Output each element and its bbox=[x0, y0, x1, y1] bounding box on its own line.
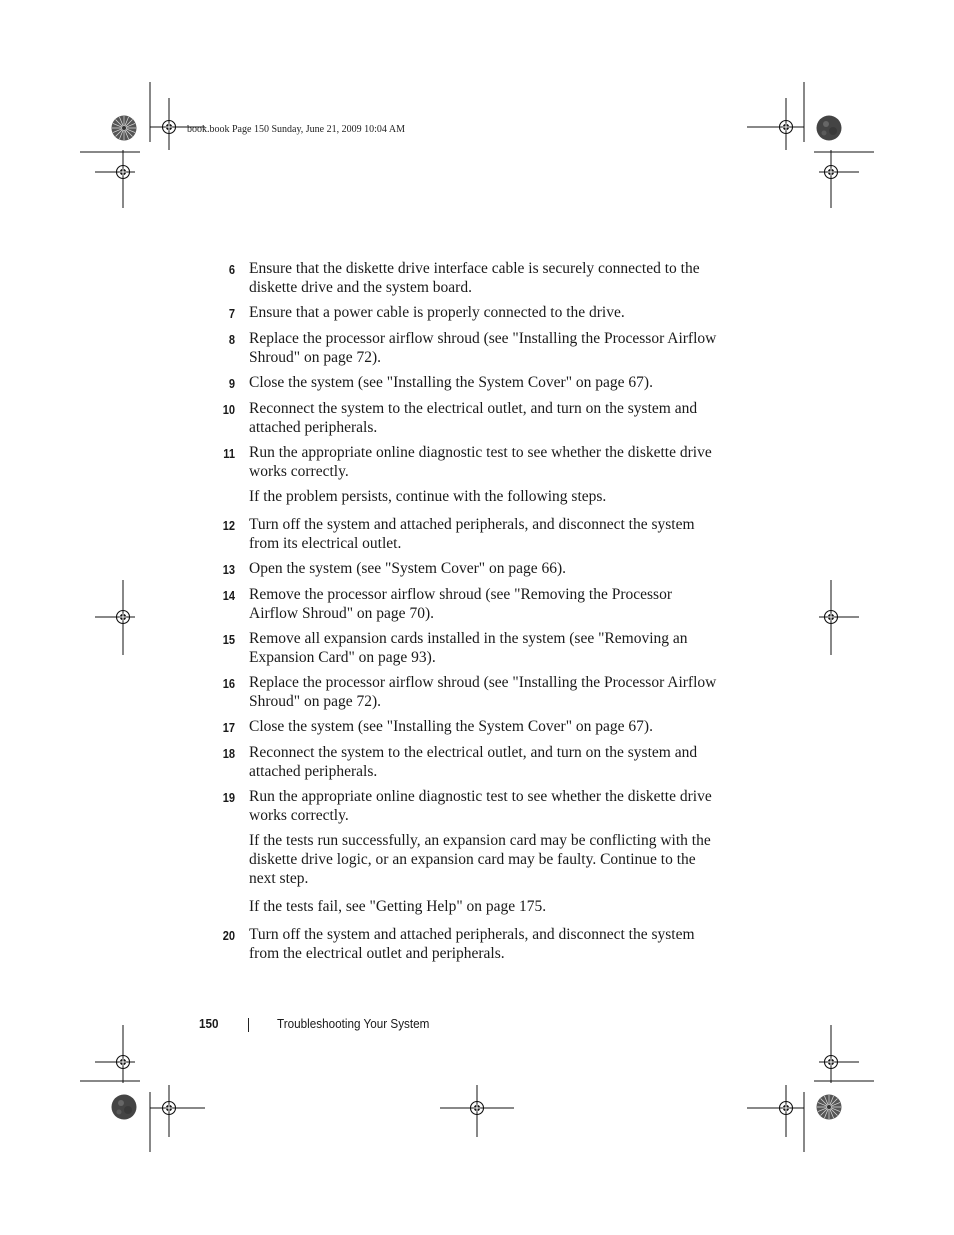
step-text: Open the system (see "System Cover" on page 66). bbox=[249, 560, 566, 577]
footer-section-title: Troubleshooting Your System bbox=[277, 1016, 430, 1031]
step-number: 6 bbox=[228, 262, 235, 277]
step-number: 13 bbox=[222, 562, 235, 577]
step-number: 8 bbox=[228, 332, 235, 347]
step-number: 16 bbox=[222, 676, 235, 691]
step-12 bbox=[212, 515, 722, 553]
step-text: Replace the processor airflow shroud (see "Installing the Processor Airflow Shroud" on page 72). bbox=[249, 330, 717, 366]
step-text: Close the system (see "Installing the System Cover" on page 67). bbox=[249, 374, 653, 391]
step-13 bbox=[212, 559, 722, 579]
step-number: 14 bbox=[222, 588, 235, 603]
step-text: Remove the processor airflow shroud (see "Removing the Processor Airflow Shroud" on page 70). bbox=[249, 586, 673, 622]
step-10 bbox=[212, 399, 722, 437]
step-number: 20 bbox=[222, 928, 235, 943]
step-19 bbox=[212, 787, 722, 825]
step-text: Reconnect the system to the electrical outlet, and turn on the system and attached peripherals. bbox=[249, 400, 698, 436]
step-text: Remove all expansion cards installed in the system (see "Removing an Expansion Card" on page 93). bbox=[249, 630, 688, 666]
step-11-note: If the problem persists, continue with the following steps. bbox=[249, 488, 607, 505]
step-15 bbox=[212, 629, 722, 667]
starburst-target-icon bbox=[817, 116, 842, 141]
step-20 bbox=[212, 925, 722, 963]
step-text: Replace the processor airflow shroud (see "Installing the Processor Airflow Shroud" on page 72). bbox=[249, 674, 717, 710]
step-text: Turn off the system and attached peripherals, and disconnect the system from the electrical outlet and peripherals. bbox=[249, 926, 695, 962]
step-14 bbox=[212, 585, 722, 623]
step-text: Reconnect the system to the electrical outlet, and turn on the system and attached peripherals. bbox=[249, 744, 698, 780]
crop-mark-icon bbox=[747, 1025, 874, 1152]
step-8 bbox=[212, 329, 722, 367]
step-number: 11 bbox=[223, 446, 235, 461]
step-19-note-success: If the tests run successfully, an expansion card may be conflicting with the diskette drive logic, or an expansion card may be faulty. Continue to the next step. bbox=[249, 832, 711, 887]
print-header-meta: book.book Page 150 Sunday, June 21, 2009 10:04 AM bbox=[187, 124, 405, 135]
crop-mark-icon bbox=[80, 82, 205, 208]
step-number: 18 bbox=[222, 746, 235, 761]
starburst-target-icon bbox=[112, 1095, 137, 1120]
step-number: 7 bbox=[228, 306, 235, 321]
step-text: Ensure that the diskette drive interface cable is securely connected to the diskette drive and the system board. bbox=[249, 260, 700, 296]
step-9 bbox=[212, 373, 722, 393]
step-19-note-fail: If the tests fail, see "Getting Help" on page 175. bbox=[249, 898, 547, 915]
step-number: 15 bbox=[222, 632, 235, 647]
step-number: 17 bbox=[222, 720, 235, 735]
footer-divider bbox=[248, 1018, 249, 1032]
procedure-steps bbox=[212, 259, 722, 963]
step-number: 12 bbox=[222, 518, 235, 533]
step-number: 9 bbox=[228, 376, 235, 391]
step-text: Close the system (see "Installing the System Cover" on page 67). bbox=[249, 718, 653, 735]
step-text: Turn off the system and attached peripherals, and disconnect the system from its electrical outlet. bbox=[249, 516, 695, 552]
step-11 bbox=[212, 443, 722, 481]
page-number: 150 bbox=[199, 1016, 219, 1031]
step-6 bbox=[212, 259, 722, 297]
step-number: 10 bbox=[222, 402, 235, 417]
step-text: Ensure that a power cable is properly connected to the drive. bbox=[249, 304, 625, 321]
starburst-target-icon bbox=[817, 1095, 842, 1120]
step-7 bbox=[212, 303, 722, 323]
step-17 bbox=[212, 717, 722, 737]
step-text: Run the appropriate online diagnostic test to see whether the diskette drive works correctly. bbox=[249, 788, 712, 824]
crop-mark-icon bbox=[80, 1025, 205, 1152]
step-16 bbox=[212, 673, 722, 711]
step-number: 19 bbox=[222, 790, 235, 805]
step-text: Run the appropriate online diagnostic test to see whether the diskette drive works correctly. bbox=[249, 444, 712, 480]
step-18 bbox=[212, 743, 722, 781]
starburst-target-icon bbox=[112, 116, 137, 141]
crop-mark-icon bbox=[747, 82, 874, 208]
